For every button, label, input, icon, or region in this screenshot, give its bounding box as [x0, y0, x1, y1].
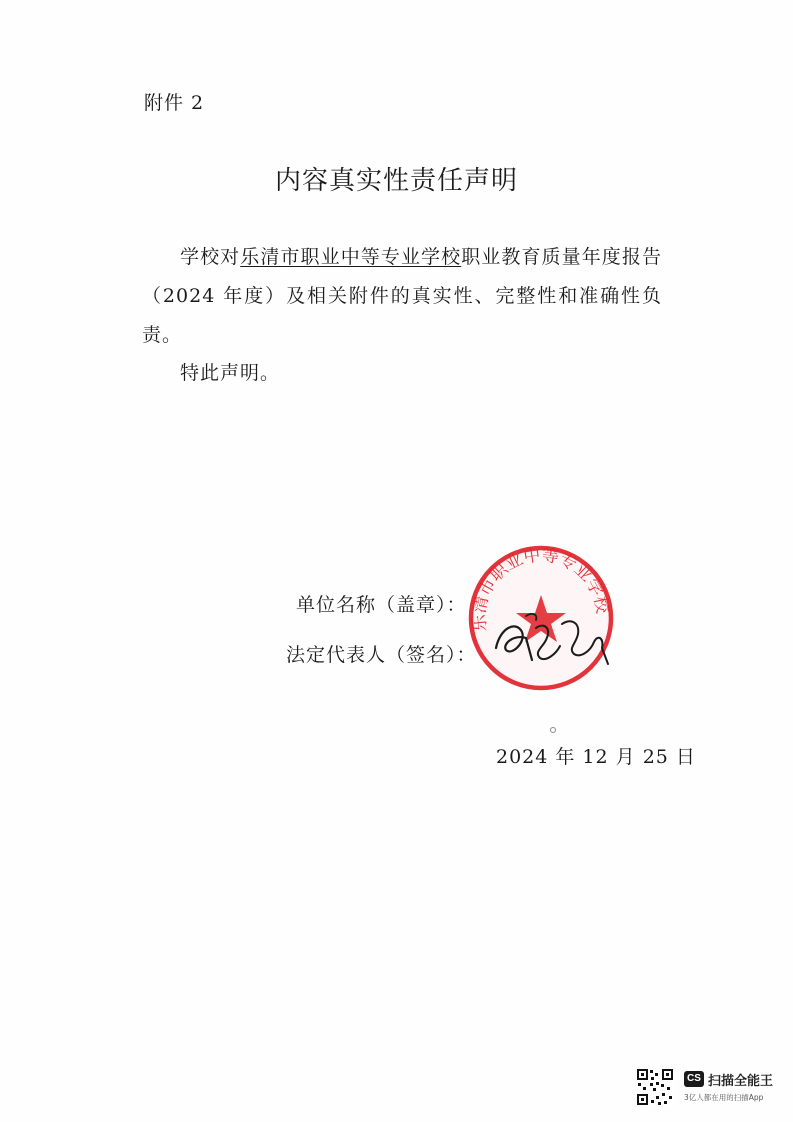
- seal-text: 乐清市职业中等专业学校: [469, 545, 613, 633]
- signature-date: 2024 年 12 月 25 日: [496, 746, 696, 768]
- statement-paragraph: [142, 238, 662, 355]
- scanner-app-name: 扫描全能王: [708, 1074, 774, 1089]
- scanner-watermark: [636, 1068, 786, 1108]
- body-prefix: 学校对: [180, 246, 241, 268]
- body-suffix: 职业教育质量年度报告（2024 年度）及相关附件的真实性、完整性和准确性负责。: [142, 246, 662, 346]
- attachment-label: 附件 2: [144, 92, 205, 114]
- qr-code-icon: [636, 1068, 674, 1106]
- scanner-tagline: 3亿人都在用的扫描App: [684, 1093, 764, 1102]
- closing-statement: 特此声明。: [180, 362, 281, 384]
- document-title: 内容真实性责任声明: [274, 166, 518, 196]
- camscanner-logo: CS: [684, 1071, 704, 1087]
- scan-speck: [550, 727, 556, 733]
- unit-name-label: 单位名称（盖章）：: [296, 594, 467, 616]
- legal-representative-label: 法定代表人（签名）：: [286, 644, 477, 666]
- handwritten-signature: [486, 598, 616, 678]
- school-name: 乐清市职业中等专业学校: [240, 246, 462, 268]
